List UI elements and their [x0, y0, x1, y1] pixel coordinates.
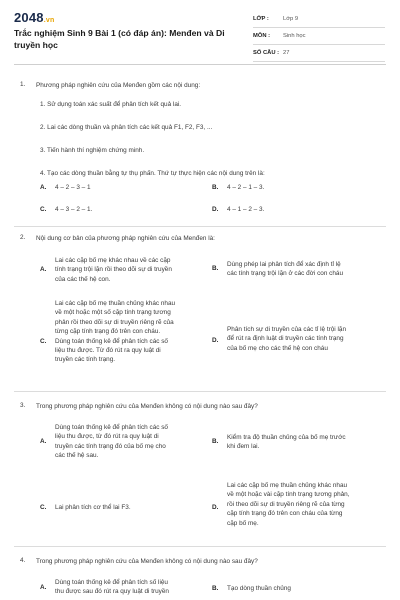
- option-text-line: truyền các tính trạng đó của bố mẹ cho: [55, 442, 166, 450]
- header-divider: [14, 64, 386, 65]
- question-text: Trong phương pháp nghiên cứu của Menđen không có nội dung nào sau đây?: [36, 403, 258, 410]
- option-letter: C.: [40, 504, 47, 511]
- option-letter: D.: [212, 337, 219, 344]
- option-letter: B.: [212, 585, 219, 592]
- option-letter: A.: [40, 184, 47, 191]
- option-text-line: cặp tính trạng đó trên con cháu của từng: [227, 510, 343, 518]
- option-letter: C.: [40, 206, 47, 213]
- option-text-line: từng cặp tính trạng đó trên con cháu.: [55, 328, 161, 336]
- logo-suffix: .vn: [43, 17, 55, 24]
- option-text-line: của bố mẹ cho các thế hệ con cháu: [227, 344, 328, 352]
- option-text-line: phản rồi theo dõi sự di truyền riêng rẽ của: [55, 318, 174, 326]
- option-letter: A.: [40, 266, 47, 273]
- option-text-line: các tính trạng trội lặn ở các đời con cháu: [227, 270, 344, 278]
- option-text-line: Phân tích sự di truyền của các tỉ lệ trội lặn: [227, 326, 347, 333]
- option-text-line: liệu thu được. Từ đó rút ra quy luật di: [55, 347, 161, 355]
- option-text-line: khi đem lai.: [227, 443, 260, 451]
- option-text-line: Dùng toán thống kê để phân tích số liệu: [55, 579, 168, 586]
- meta-key: SỐ CÂU :: [253, 50, 280, 56]
- option-text-line: của các thế hệ con.: [55, 275, 111, 283]
- option-text-line: Kiểm tra độ thuần chủng của bố mẹ trước: [227, 434, 346, 441]
- meta-value: 27: [283, 50, 290, 56]
- option-letter: A.: [40, 438, 47, 445]
- question-text: Phương pháp nghiên cứu của Menđen gồm các nội dung:: [36, 82, 201, 89]
- option-text-line: tính trạng trội lặn rồi theo dõi sự di truyền: [55, 266, 172, 274]
- question-divider: [14, 226, 386, 227]
- page-title: Trắc nghiệm Sinh 9 Bài 1 (có đáp án): Menđen và Di truyền học: [14, 28, 225, 50]
- question-number: 3.: [20, 402, 26, 409]
- option-letter: C.: [40, 338, 47, 345]
- option-text-line: về một hoặc vài cặp tính trạng tương phản,: [227, 491, 350, 499]
- question-divider: [14, 546, 386, 547]
- option-text: 4 – 1 – 2 – 3.: [227, 206, 265, 213]
- option-text: 4 – 2 – 3 – 1: [55, 184, 91, 191]
- meta-row-subject: [253, 28, 385, 45]
- option-text-line: Lai các cặp bố mẹ thuần chủng khác nhau: [55, 300, 176, 307]
- meta-value: Sinh học: [283, 33, 306, 39]
- meta-row-class: [253, 11, 385, 28]
- option-text-line: rồi theo dõi sự di truyền riêng rẽ của từng: [227, 500, 345, 508]
- option-letter: B.: [212, 265, 219, 272]
- question-number: 2.: [20, 234, 26, 241]
- page-header: [0, 0, 400, 62]
- option-text-line: thu được sau đó rút ra quy luật di truyền: [55, 588, 169, 596]
- option-text-line: Dùng toán thống kê để phân tích các số: [55, 424, 168, 431]
- option-text-line: cặp bố mẹ.: [227, 519, 259, 527]
- option-text-line: liệu thu được, từ đó rút ra quy luật di: [55, 433, 159, 441]
- option-text: 4 – 2 – 1 – 3.: [227, 184, 265, 191]
- meta-key: LỚP :: [253, 16, 269, 22]
- statement: 2. Lai các dòng thuần và phân tích các kết quả F1, F2, F3, ...: [40, 124, 213, 131]
- question-text: Trong phương pháp nghiên cứu của Menđen không có nội dung nào sau đây?: [36, 558, 258, 565]
- site-logo[interactable]: [14, 10, 54, 25]
- option-text-line: truyền các tính trạng.: [55, 356, 116, 364]
- option-text: Lai phân tích cơ thể lai F3.: [55, 504, 131, 511]
- logo-main: 2048: [14, 10, 44, 25]
- option-letter: D.: [212, 504, 219, 511]
- statement: 3. Tiến hành thí nghiệm chứng minh.: [40, 147, 145, 154]
- question-number: 1.: [20, 81, 26, 88]
- question-number: 4.: [20, 557, 26, 564]
- option-text: Tạo dòng thuần chủng: [227, 585, 291, 592]
- option-letter: D.: [212, 206, 219, 213]
- option-text-line: Lai các cặp bố mẹ thuần chủng khác nhau: [227, 482, 348, 489]
- meta-key: MÔN :: [253, 33, 271, 39]
- option-text-line: Dùng toán thống kê để phân tích các số: [55, 337, 168, 345]
- meta-value: Lớp 9: [283, 16, 299, 22]
- question-text: Nội dung cơ bản của phương pháp nghiên cứu của Menđen là:: [36, 235, 215, 242]
- meta-table: [253, 11, 385, 62]
- option-letter: B.: [212, 438, 219, 445]
- option-text-line: về một hoặc một số cặp tính trạng tương: [55, 309, 171, 317]
- option-text: 4 – 3 – 2 – 1.: [55, 206, 93, 213]
- statement: 4. Tạo các dòng thuần bằng tự thụ phấn. Thứ tự thực hiện các nội dung trên là:: [40, 170, 265, 177]
- statement: 1. Sử dụng toán xác suất để phân tích kết quả lai.: [40, 101, 182, 108]
- question-divider: [14, 391, 386, 392]
- option-letter: B.: [212, 184, 219, 191]
- meta-row-count: [253, 45, 385, 62]
- option-letter: A.: [40, 584, 47, 591]
- option-text-line: Lai các cặp bố mẹ khác nhau về các cặp: [55, 257, 171, 264]
- option-text-line: các thế hệ sau.: [55, 452, 99, 460]
- option-text-line: để rút ra định luật di truyền các tính trạng: [227, 335, 344, 343]
- option-text-line: Dùng phép lai phân tích để xác định tỉ lệ: [227, 261, 341, 268]
